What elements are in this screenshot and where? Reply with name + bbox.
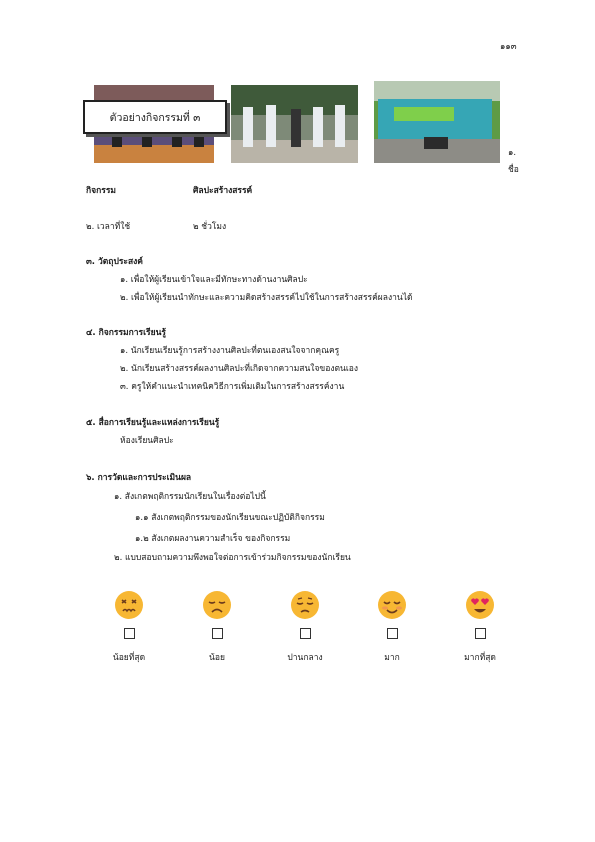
heart-eyes-face-icon [465,590,495,620]
media-heading: ๕. สื่อการเรียนรู้และแหล่งการเรียนรู้ [86,418,220,428]
rating-label: น้อยที่สุด [112,653,146,663]
side-marker-number: ๑. [508,148,517,158]
rating-label: มากที่สุด [464,653,496,663]
objective-item: ๑. เพื่อให้ผู้เรียนเข้าใจและมีทักษะทางด้านงานศิลปะ [120,275,308,285]
evaluation-heading: ๖. การวัดและการประเมินผล [86,473,192,483]
photo-outdoor-band [231,85,358,163]
side-marker-text: ชื่อ [508,165,519,175]
activity-name: ศิลปะสร้างสรรค์ [193,186,253,196]
activity-box-title [83,100,227,134]
objective-item: ๒. เพื่อให้ผู้เรียนนำทักษะและความคิดสร้างสรรค์ไปใช้ในการสร้างสรรค์ผลงานได้ [120,293,413,303]
objectives-heading: ๓. วัตถุประสงค์ [86,257,143,267]
learning-activity-item: ๒. นักเรียนสร้างสรรค์ผลงานศิลปะที่เกิดจากความสนใจของตนเอง [120,364,358,374]
learning-activity-item: ๑. นักเรียนเรียนรู้การสร้างงานศิลปะที่ตนเองสนใจจากคุณครู [120,346,340,356]
pensive-face-icon [290,590,320,620]
time-label: ๒. เวลาที่ใช้ [86,222,131,232]
dizzy-face-icon [114,590,144,620]
relieved-face-icon [377,590,407,620]
evaluation-subitem: ๑.๑ สังเกตพฤติกรรมของนักเรียนขณะปฏิบัติกิจกรรม [135,513,325,523]
rating-checkbox-high[interactable] [387,628,398,639]
photo-stage-event [374,81,500,163]
activity-box-title-text: ตัวอย่างกิจกรรมที่ ๓ [109,111,201,124]
rating-label: มาก [384,653,400,663]
media-item: ห้องเรียนศิลปะ [120,436,174,446]
disappointed-face-icon [202,590,232,620]
evaluation-item: ๑. สังเกตพฤติกรรมนักเรียนในเรื่องต่อไปนี้ [114,492,266,502]
evaluation-subitem: ๑.๒ สังเกตผลงานความสำเร็จ ของกิจกรรม [135,534,291,544]
rating-checkbox-medium[interactable] [300,628,311,639]
rating-checkbox-highest[interactable] [475,628,486,639]
learning-activity-item: ๓. ครูให้คำแนะนำเทคนิควิธีการเพิ่มเติมในการสร้างสรรค์งาน [120,382,345,392]
learning-activities-heading: ๔. กิจกรรมการเรียนรู้ [86,328,166,338]
page-number: ๑๑๓ [500,42,517,52]
activity-label: กิจกรรม [86,186,117,196]
rating-label: ปานกลาง [287,653,323,663]
time-value: ๒ ชั่วโมง [193,222,227,232]
evaluation-item: ๒. แบบสอบถามความพึงพอใจต่อการเข้าร่วมกิจกรรมของนักเรียน [114,553,351,563]
rating-label: น้อย [209,653,225,663]
rating-checkbox-low[interactable] [212,628,223,639]
rating-checkbox-least[interactable] [124,628,135,639]
